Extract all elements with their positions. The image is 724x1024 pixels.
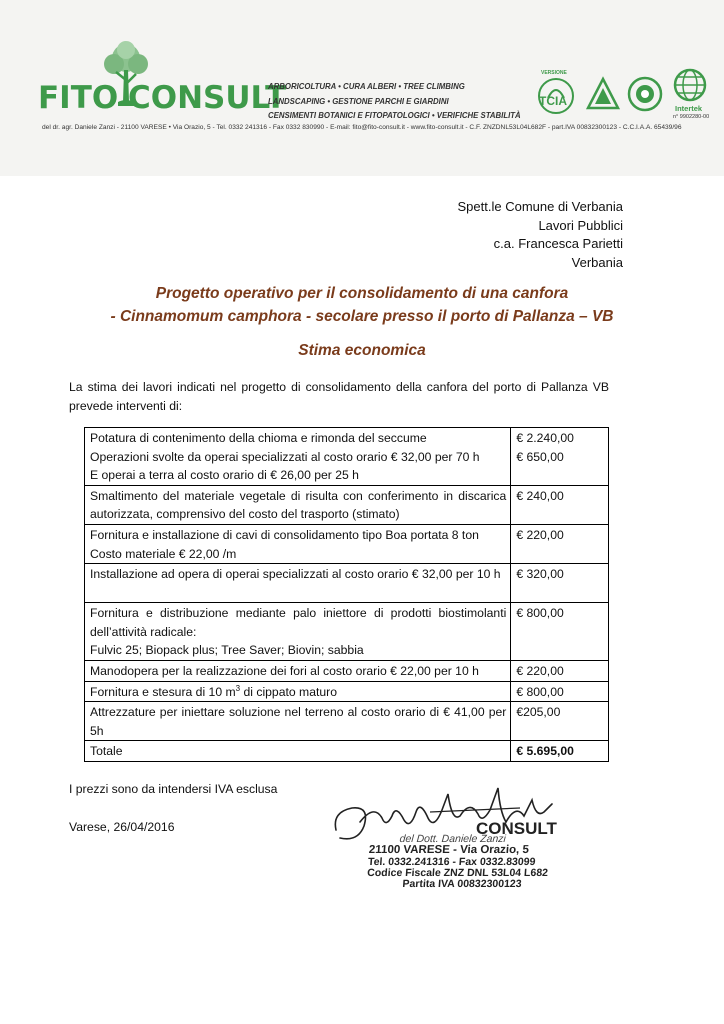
cert-label-versione: VERSIONE — [541, 70, 567, 76]
row-amount — [511, 603, 609, 661]
total-row — [85, 741, 609, 762]
row-amount — [511, 564, 609, 603]
superscript-text: 3 — [235, 683, 241, 693]
service-line: CENSIMENTI BOTANICI E FITOPATOLOGICI • VERIFICHE STABILITÀ — [268, 111, 521, 120]
amount-value: € 220,00 — [516, 663, 564, 678]
recipient-line: Lavori Pubblici — [538, 217, 623, 233]
table-row — [85, 603, 609, 661]
amount-value: € 220,00 — [516, 527, 564, 542]
row-description — [85, 660, 511, 681]
stamp-text — [366, 834, 551, 890]
total-label: Totale — [85, 741, 511, 762]
service-line: LANDSCAPING • GESTIONE PARCHI E GIARDINI — [268, 96, 449, 106]
row-description — [85, 485, 511, 524]
amount-value: € 800,00 — [516, 606, 564, 621]
description-line: Operazioni svolte da operai specializzati al costo orario € 32,00 per 70 h — [90, 449, 480, 464]
service-line: ARBORICOLTURA • CURA ALBERI • TREE CLIMBING — [268, 82, 465, 91]
row-amount — [511, 660, 609, 681]
place-date: Varese, 26/04/2016 — [69, 820, 175, 834]
vat-note: I prezzi sono da intendersi IVA esclusa — [69, 782, 278, 796]
logo-text-consult: CONSULT — [128, 80, 287, 116]
logo-text-fito: FITO — [38, 80, 119, 116]
row-amount — [511, 681, 609, 702]
amount-value: € 2.240,00 — [516, 431, 574, 445]
intro-paragraph: La stima dei lavori indicati nel progetto di consolidamento della canfora del porto di Pallanza VB prevede interventi di: — [69, 380, 609, 413]
company-stamp-signature — [330, 782, 592, 912]
row-description — [85, 702, 511, 741]
stamp-line: del Dott. Daniele Zanzi — [399, 833, 507, 845]
title-line: Progetto operativo per il consolidamento di una canfora — [155, 285, 569, 302]
table-row — [85, 524, 609, 563]
company-logo — [38, 40, 287, 120]
services-list — [268, 80, 528, 124]
document-title — [0, 282, 724, 328]
description-line: E operai a terra al costo orario di € 26,00 per 25 h — [90, 468, 359, 483]
amount-value: € 320,00 — [516, 567, 564, 582]
section-subtitle: Stima economica — [298, 342, 426, 359]
description-line: Potatura di contenimento della chioma e rimonda del seccume — [90, 431, 427, 445]
table-row — [85, 702, 609, 741]
row-amount — [511, 702, 609, 741]
row-description — [85, 603, 511, 661]
description-text: di cippato maturo — [240, 684, 337, 699]
description-line: Attrezzature per iniettare soluzione nel terreno al costo orario di € 41,00 per 5h — [90, 705, 507, 738]
description-line: Installazione ad opera di operai specializzati al costo orario € 32,00 per 10 h — [90, 567, 501, 582]
stamp-line: Codice Fiscale ZNZ DNL 53L04 L682 — [366, 866, 549, 879]
intertek-globe-icon — [673, 68, 707, 102]
recipient-line: Verbania — [571, 254, 623, 270]
row-description — [85, 428, 511, 486]
description-line: Fornitura e installazione di cavi di consolidamento tipo Boa portata 8 ton — [90, 527, 479, 542]
total-amount: € 5.695,00 — [511, 741, 609, 762]
row-description — [85, 564, 511, 603]
certification-logos — [533, 68, 713, 128]
letterhead — [0, 0, 724, 176]
amount-value: € 240,00 — [516, 488, 564, 503]
row-description — [85, 681, 511, 702]
table-row — [85, 485, 609, 524]
cert-label-intertek: Intertek — [675, 104, 703, 113]
description-text: Fornitura e stesura di 10 m — [90, 684, 236, 699]
row-description — [85, 524, 511, 563]
table-row — [85, 428, 609, 486]
table-row — [85, 681, 609, 702]
row-amount — [511, 485, 609, 524]
association-cert-icon — [627, 76, 663, 112]
amount-value: € 800,00 — [516, 684, 564, 699]
description-line: Fornitura e distribuzione mediante palo iniettore di prodotti biostimolanti dell’attività radicale: — [90, 606, 507, 639]
description-line: Manodopera per la realizzazione dei fori al costo orario € 22,00 per 10 h — [90, 663, 479, 678]
company-address-line: del dr. agr. Daniele Zanzi - 21100 VARESE • Via Orazio, 5 - Tel. 0332 241316 - Fax 0332 830990 - E-mail: fito@fito-consult.it - www.fito-consult.it - C.F. ZNZDNL53L04L682F - part.IVA 00832300123 - C.C.I.A.A. 65439/96 — [42, 124, 682, 131]
cost-estimate-table — [84, 427, 609, 762]
recipient-line: Spett.le Comune di Verbania — [457, 199, 623, 214]
intertek-number: n° 9902280-00 — [673, 114, 710, 120]
stamp-line: Partita IVA 00832300123 — [402, 878, 522, 891]
row-amount — [511, 428, 609, 486]
amount-value: €205,00 — [516, 705, 561, 720]
recipient-line: c.a. Francesca Parietti — [493, 236, 623, 252]
row-amount — [511, 524, 609, 563]
stamp-line: 21100 VARESE - Via Orazio, 5 — [368, 844, 530, 857]
arborist-cert-icon — [585, 76, 621, 112]
title-line: - Cinnamomum camphora - secolare presso il porto di Pallanza – VB — [110, 308, 614, 325]
stamp-line: Tel. 0332.241316 - Fax 0332.83099 — [367, 855, 536, 868]
table-row — [85, 660, 609, 681]
stamp-header: CONSULT — [476, 819, 557, 838]
recipient-block — [458, 198, 624, 272]
cert-label-tcia: TCIA — [539, 94, 567, 108]
amount-value: € 650,00 — [516, 449, 564, 464]
description-line: Costo materiale € 22,00 /m — [90, 546, 237, 561]
description-line: Smaltimento del materiale vegetale di risulta con conferimento in discarica autorizzata, comprensivo del costo del trasporto (stimato) — [90, 488, 507, 522]
description-line: Fulvic 25; Biopack plus; Tree Saver; Biovin; sabbia — [90, 643, 364, 658]
table-row — [85, 564, 609, 603]
